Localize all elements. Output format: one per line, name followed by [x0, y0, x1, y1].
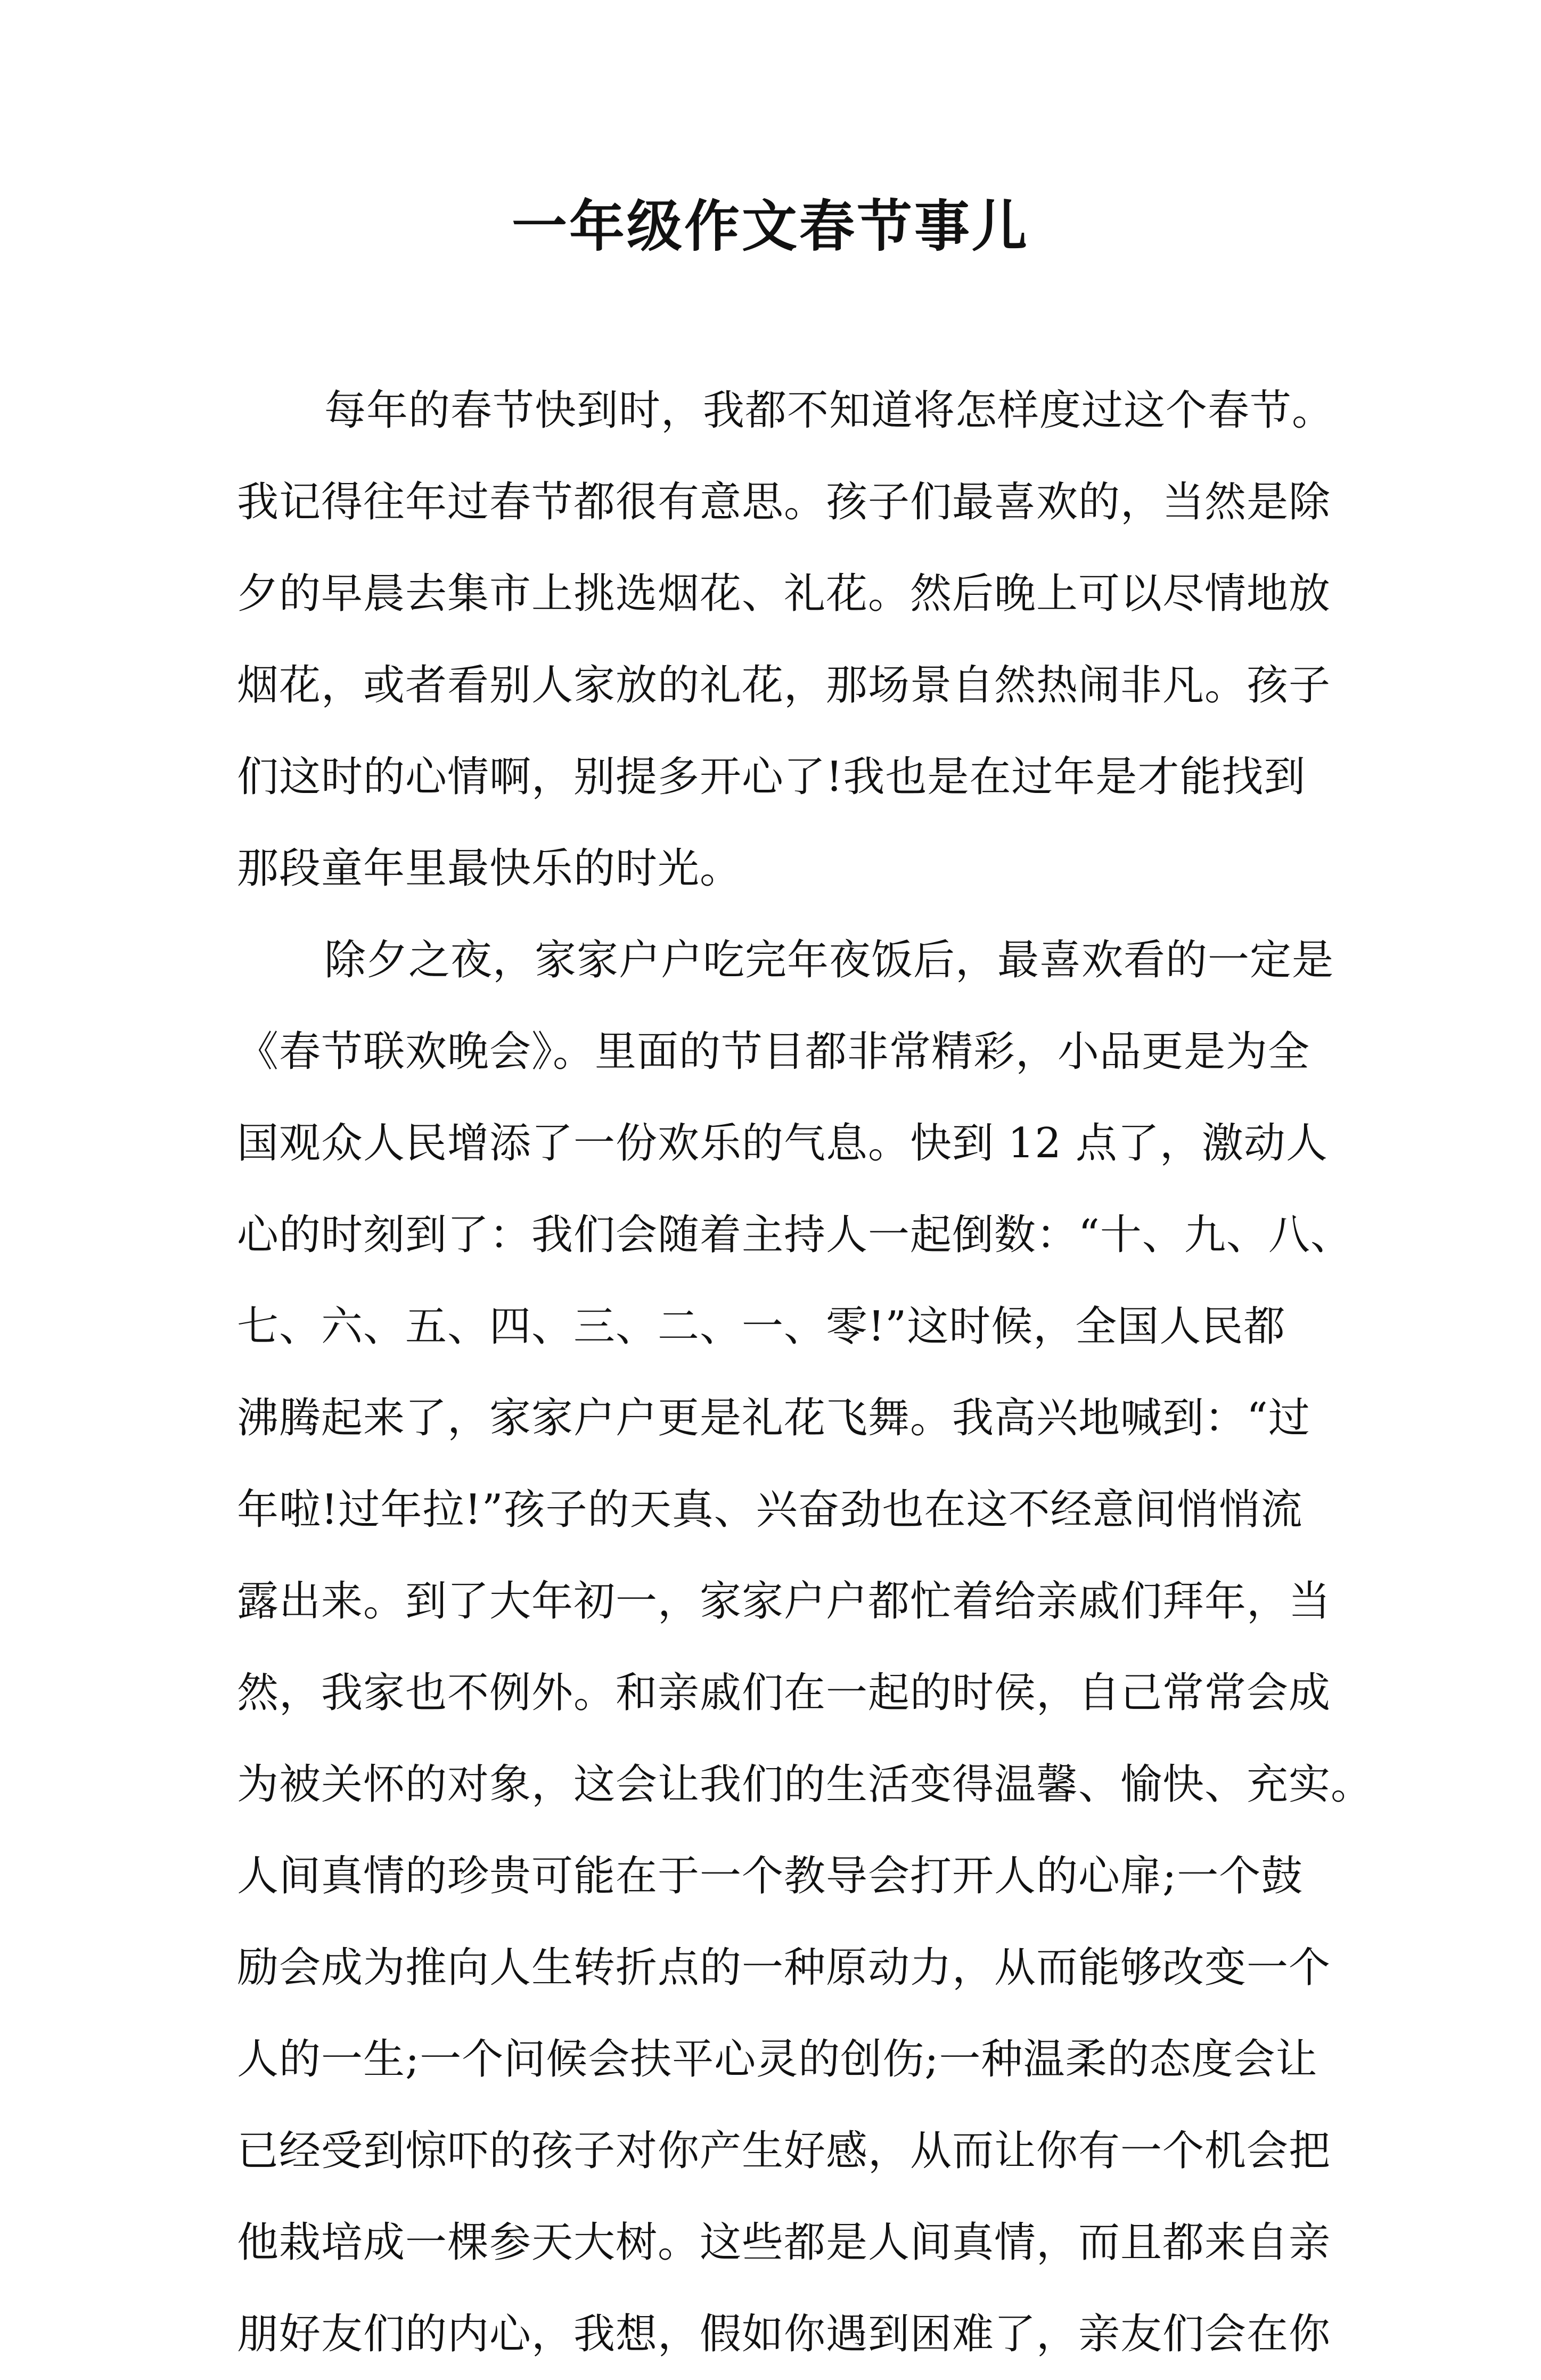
text-line: 烟花，或者看别人家放的礼花，那场景自然热闹非凡。孩子	[237, 661, 1331, 709]
text-line: 七、六、五、四、三、二、一、零!”这时候，全国人民都	[237, 1303, 1286, 1351]
text-line: 心的时刻到了：我们会随着主持人一起倒数：“十、九、八、	[237, 1211, 1353, 1259]
text-line: 他栽培成一棵参天大树。这些都是人间真情，而且都来自亲	[237, 2219, 1331, 2267]
text-line: 已经受到惊吓的孩子对你产生好感，从而让你有一个机会把	[237, 2127, 1331, 2175]
text-line: 每年的春节快到时，我都不知道将怎样度过这个春节。	[324, 387, 1334, 435]
text-line: 沸腾起来了，家家户户更是礼花飞舞。我高兴地喊到：“过	[237, 1394, 1310, 1442]
text-line: 朋好友们的内心，我想，假如你遇到困难了，亲友们会在你	[237, 2310, 1331, 2358]
text-line: 年啦!过年拉!”孩子的天真、兴奋劲也在这不经意间悄悄流	[237, 1486, 1303, 1534]
text-line: 然，我家也不例外。和亲戚们在一起的时侯，自己常常会成	[237, 1669, 1331, 1717]
text-line: 露出来。到了大年初一，家家户户都忙着给亲戚们拜年，当	[237, 1577, 1331, 1625]
text-line: 们这时的心情啊，别提多开心了!我也是在过年是才能找到	[237, 753, 1306, 801]
text-line: 《春节联欢晚会》。里面的节目都非常精彩，小品更是为全	[237, 1028, 1310, 1076]
text-line: 为被关怀的对象，这会让我们的生活变得温馨、愉快、充实。	[237, 1761, 1373, 1809]
text-line: 夕的早晨去集市上挑选烟花、礼花。然后晚上可以尽情地放	[237, 570, 1331, 618]
text-line: 人的一生;一个问候会扶平心灵的创伤;一种温柔的态度会让	[237, 2035, 1318, 2083]
document-title: 一年级作文春节事儿	[511, 193, 1029, 259]
text-line: 国观众人民增添了一份欢乐的气息。快到 12 点了，激动人	[237, 1119, 1328, 1167]
text-line: 那段童年里最快乐的时光。	[237, 845, 742, 893]
text-line: 人间真情的珍贵可能在于一个教导会打开人的心扉;一个鼓	[237, 1852, 1304, 1900]
text-line: 励会成为推向人生转折点的一种原动力，从而能够改变一个	[237, 1944, 1331, 1992]
text-line: 我记得往年过春节都很有意思。孩子们最喜欢的，当然是除	[237, 478, 1331, 526]
document-body	[237, 365, 1373, 2380]
text-line: 除夕之夜，家家户户吃完年夜饭后，最喜欢看的一定是	[324, 936, 1334, 984]
